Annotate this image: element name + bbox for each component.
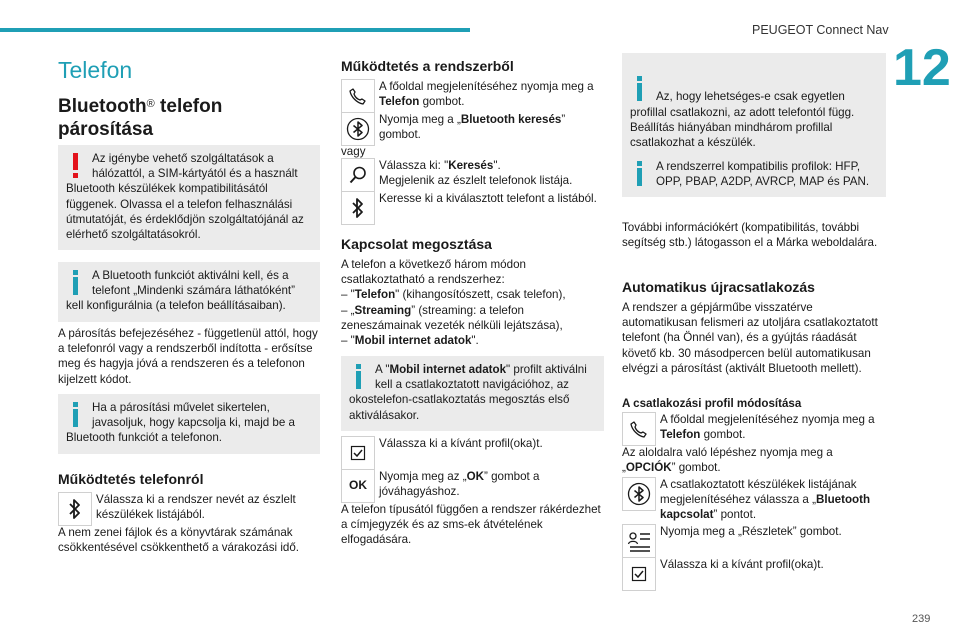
header-accent-bar <box>0 28 470 32</box>
paragraph: Az aloldalra való lépéshez nyomja meg a „OPCIÓK” gombot. <box>622 446 833 475</box>
info-box-1 <box>58 262 320 322</box>
paragraph: A párosítás befejezéséhez - függetlenül attól, hogy a telefonról vagy a rendszerből indította - erősítse meg és hagyja jóvá a rendszeren és a telefonon kijelzett kódot. <box>58 327 318 386</box>
warning-icon <box>66 151 86 179</box>
paragraph: A telefon a következő három módon csatlakoztatható a rendszerhez: – "Telefon" (kihangosítószett, csak telefon), – „Streaming” (streaming: a telefon zeneszámainak vezeték nélküli lejátszása), – "Mobil internet adatok". <box>341 257 604 348</box>
info-text: A Bluetooth funkciót aktiválni kell, és a telefont „Mindenki számára láthatóként” kell konfigurálnia (a telefon beállításaiban). <box>66 269 295 313</box>
step-row <box>58 492 320 526</box>
info-box-1 <box>622 53 886 158</box>
step-text: Válassza ki a kívánt profil(oka)t. <box>379 437 543 450</box>
list-item: – „Streaming” (streaming: a telefon zeneszámainak vezeték nélküli lejátszása), <box>341 303 563 332</box>
info-icon <box>630 74 650 102</box>
bluetooth-search-icon <box>341 112 375 146</box>
info-box-2 <box>622 153 886 197</box>
bluetooth-icon <box>341 191 375 225</box>
step-text: Nyomja meg a „Részletek” gombot. <box>660 525 842 538</box>
search-icon <box>341 158 375 192</box>
chapter-number: 12 <box>893 39 951 97</box>
step-row <box>341 79 604 113</box>
section-title: Telefon <box>58 57 133 83</box>
subheading: Működtetés telefonról <box>58 471 204 487</box>
info-box-2 <box>58 394 320 454</box>
bold-heading: A csatlakozási profil módosítása <box>622 397 802 410</box>
details-list-icon <box>622 524 656 558</box>
bluetooth-icon <box>58 492 92 526</box>
step-text: Nyomja meg a „Bluetooth keresés” gombot. <box>379 113 566 142</box>
step-text: Válassza ki a kívánt profil(oka)t. <box>660 558 824 571</box>
or-label: vagy <box>341 145 366 158</box>
subheading: Kapcsolat megosztása <box>341 236 492 252</box>
step-text: Válassza ki: "Keresés". Megjelenik az észlelt telefonok listája. <box>379 159 573 188</box>
warning-text: Az igénybe vehető szolgáltatások a hálózattól, a SIM-kártyától és a használt Bluetooth készülékek kompatibilitásától függenek. Olvassa el a telefon felhasználási útmutatóját, és érdeklődjön szolgáltatójánál az elérhető szolgáltatásokról. <box>66 152 304 242</box>
info-text: A "Mobil internet adatok" profilt aktiválni kell a csatlakoztatott navigációhoz, az okostelefon-csatlakoztatás megosztás első aktiválásakor. <box>349 363 587 422</box>
info-text: Ha a párosítási művelet sikertelen, javasoljuk, hogy kapcsolja ki, majd be a Bluetooth funkciót a telefonon. <box>66 401 295 445</box>
paragraph: A telefon típusától függően a rendszer rákérdezhet a címjegyzék és az sms-ek átvételének elfogadására. <box>341 503 601 547</box>
step-text: Keresse ki a kiválasztott telefont a listából. <box>379 192 597 205</box>
step-text: Nyomja meg az „OK” gombot a jóváhagyáshoz. <box>379 470 540 499</box>
paragraph: További információkért (kompatibilitás, további segítség stb.) látogasson el a Márka weboldalára. <box>622 221 878 250</box>
step-row <box>341 191 604 225</box>
checkbox-icon <box>622 557 656 591</box>
step-text: Válassza ki a rendszer nevét az észlelt készülékek listájából. <box>96 493 296 522</box>
subheading: Automatikus újracsatlakozás <box>622 279 815 295</box>
page-number: 239 <box>912 613 931 625</box>
step-row <box>341 112 604 146</box>
step-text: A főoldal megjelenítéséhez nyomja meg a Telefon gombot. <box>660 413 875 442</box>
list-item: – "Mobil internet adatok". <box>341 334 479 348</box>
step-text: A csatlakoztatott készülékek listájának megjelenítéséhez válassza a „Bluetooth kapcsolat” pontot. <box>660 478 871 522</box>
phone-handset-icon <box>341 79 375 113</box>
paragraph: A rendszer a gépjárműbe visszatérve automatikusan felismeri az utoljára csatlakoztatott telefont (ha Önnél van), és a gyújtás ráadását követő kb. 30 másodpercen belül automatikusan elvégzi a párosítást (aktivált Bluetooth mellett). <box>622 301 878 375</box>
subheading: Működtetés a rendszerből <box>341 58 514 74</box>
step-row <box>341 469 604 503</box>
paragraph: A nem zenei fájlok és a könyvtárak számának csökkentésével csökkenthető a várakozási idő. <box>58 526 300 555</box>
checkbox-icon <box>341 436 375 470</box>
info-icon <box>349 362 369 390</box>
info-box <box>341 356 604 431</box>
step-row <box>341 436 604 470</box>
list-item: – "Telefon" (kihangosítószett, csak telefon), <box>341 288 566 302</box>
info-icon <box>66 268 86 296</box>
main-heading: Bluetooth® telefon párosítása <box>58 96 223 140</box>
phone-handset-icon <box>622 412 656 446</box>
step-text: A főoldal megjelenítéséhez nyomja meg a Telefon gombot. <box>379 80 594 109</box>
step-row <box>341 158 604 192</box>
info-icon <box>66 400 86 428</box>
info-text: Az, hogy lehetséges-e csak egyetlen profillal csatlakozni, az adott telefontól függ. Beállítás hiányában mindhárom profillal csatlakozhat a készülék. <box>630 90 855 150</box>
step-row <box>622 524 886 558</box>
bluetooth-search-icon <box>622 477 656 511</box>
ok-button-icon: OK <box>341 469 375 503</box>
warning-box <box>58 145 320 250</box>
brand-title: PEUGEOT Connect Nav <box>752 23 889 37</box>
info-text: A rendszerrel kompatibilis profilok: HFP, OPP, PBAP, A2DP, AVRCP, MAP és PAN. <box>656 160 870 189</box>
step-row <box>622 557 886 591</box>
info-icon <box>630 159 650 187</box>
step-row <box>622 477 886 523</box>
step-row <box>622 412 886 446</box>
